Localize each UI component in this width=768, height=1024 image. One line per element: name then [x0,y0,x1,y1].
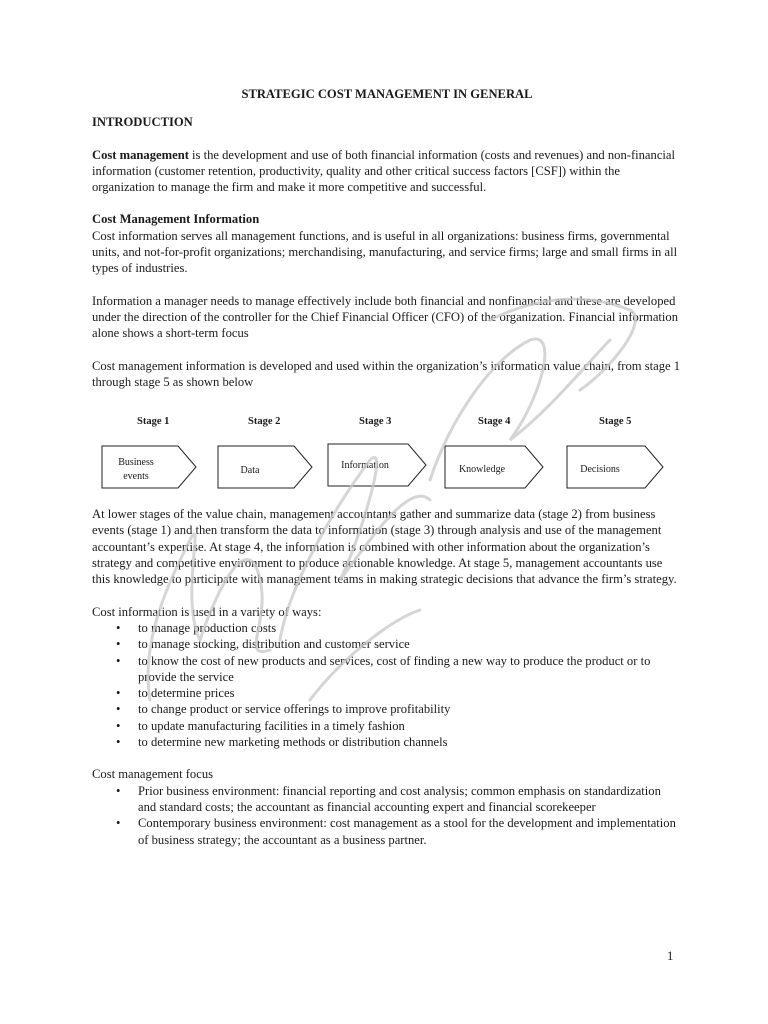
bullet-icon: • [116,735,121,750]
focus-heading: Cost management focus [92,767,214,782]
cost-management-term: Cost management [92,147,189,162]
page-number: 1 [667,949,674,963]
page-title: STRATEGIC COST MANAGEMENT IN GENERAL [241,87,533,101]
stage-2-label: Stage 2 [248,416,281,427]
stage-4-label: Stage 4 [478,416,511,427]
cost-management-paragraph [92,147,682,196]
list-item: • to manage production costs [116,620,277,635]
uses-heading: Cost information is used in a variety of ways: [92,604,322,619]
list-item: • to determine new marketing methods or distribution channels [116,735,448,750]
lower-stages-paragraph: At lower stages of the value chain, management accountants gather and summarize data (stage 2) from business events (stage 1) and then transform the data to information (stage 3) through analysis and use of the management accountant’s expertise. At stage 4, the information is combined with other information about the organization’s strategy and competitive environment to produce actionable knowledge. At stage 5, management accountants use this knowledge to participate with management teams in making strategic decisions that advance the firm’s strategy. [92,507,677,587]
bullet-icon: • [116,783,121,798]
list-item: • to manage stocking, distribution and customer service [116,637,410,652]
intro-heading: INTRODUCTION [92,115,193,130]
bullet-icon: • [116,637,121,652]
bullet-icon: • [116,702,121,717]
stage-2-text: Data [240,465,260,476]
stage-1-text: Business events [118,457,154,482]
list-item: • to know the cost of new products and services, cost of finding a new way to produce the product or to provide the service [116,653,651,684]
info-paragraph: Information a manager needs to manage effectively include both financial and nonfinancial and these are developed under the direction of the controller for the Chief Financial Officer (CFO) of the organization. Financial information alone shows a short-term focus [92,293,679,341]
bullet-icon: • [116,816,121,831]
uses-list [92,620,682,750]
stage-5-text: Decisions [580,464,620,475]
stage-3-text: Information [341,460,389,471]
list-item: • to determine prices [116,686,235,701]
stage-3-label: Stage 3 [359,416,392,427]
stage-4-text: Knowledge [458,464,506,475]
value-chain-diagram [100,416,670,496]
cmi-heading: Cost Management Information [92,212,260,227]
bullet-icon: • [116,620,121,635]
bullet-icon: • [116,653,121,668]
list-item: • Prior business environment: financial reporting and cost analysis; common emphasis on standardization and standard costs; the accountant as financial accounting expert and financial scorekeeper [116,783,661,814]
cmi-paragraph: Cost information serves all management functions, and is useful in all organizations: business firms, governmental units, and not-for-profit organizations; merchandising, manufacturing, and service firms; large and small firms in all types of industries. [92,228,678,276]
list-item: • Contemporary business environment: cost management as a stool for the development and implementation of business strategy; the accountant as a business partner. [116,816,676,847]
bullet-icon: • [116,686,121,701]
chain-paragraph: Cost management information is developed and used within the organization’s information value chain, from stage 1 through stage 5 as shown below [92,358,681,389]
stage-5-label: Stage 5 [599,416,632,427]
bullet-icon: • [116,718,121,733]
focus-list [92,783,682,848]
cost-management-text: is the development and use of both financial information (costs and revenues) and non-financial information (customer retention, productivity, quality and other critical success factors [CSF]) within the organization to manage the firm and make it more competitive and successful. [92,147,675,195]
stage-1-label: Stage 1 [137,416,170,427]
list-item: • to change product or service offerings to improve profitability [116,702,451,717]
list-item: • to update manufacturing facilities in a timely fashion [116,718,405,733]
